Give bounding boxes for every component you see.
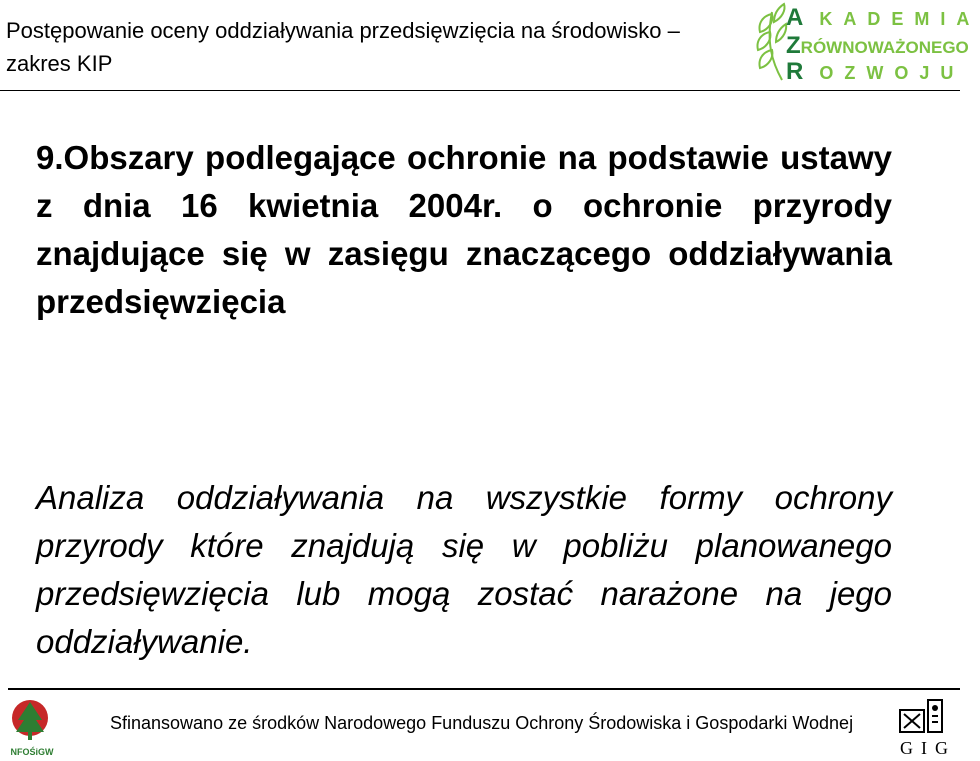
footer-funding-text: Sfinansowano ze środków Narodowego Funduszu Ochrony Środowiska i Gospodarki Wodnej	[110, 713, 854, 733]
logo-word-zrownowazonego: RÓWNOWAŻONEGO	[800, 38, 969, 57]
gig-emblem-icon	[896, 696, 952, 736]
logo-word-akademia: KADEMIA	[819, 9, 980, 29]
logo-word-rozwoju: OZWOJU	[819, 63, 965, 83]
slide-body-text: Analiza oddziaływania na wszystkie formy ochrony przyrody które znajdują się w pobliżu planowanego przedsięwzięcia lub mogą zostać narażone na jego oddziaływanie.	[36, 479, 892, 660]
header-divider	[0, 90, 960, 91]
akademia-logo	[752, 2, 980, 86]
logo-row-zrownowazonego	[786, 32, 969, 59]
leaf-icon	[752, 2, 788, 82]
logo-initial-a: A	[786, 4, 804, 31]
logo-row-rozwoju	[786, 58, 965, 85]
logo-row-akademia	[786, 4, 980, 31]
gig-label: GIG	[900, 738, 956, 758]
nfosigw-caption: NFOŚiGW	[10, 747, 54, 757]
footer-divider	[8, 688, 960, 690]
logo-initial-r: R	[786, 58, 804, 85]
header-title: Postępowanie oceny oddziaływania przedsięwzięcia na środowisko – zakres KIP	[6, 18, 680, 76]
slide-heading: 9.Obszary podlegające ochronie na podstawie ustawy z dnia 16 kwietnia 2004r. o ochronie przyrody znajdujące się w zasięgu znaczącego oddziaływania przedsięwzięcia	[36, 139, 892, 320]
logo-initial-z: Z	[786, 32, 801, 59]
